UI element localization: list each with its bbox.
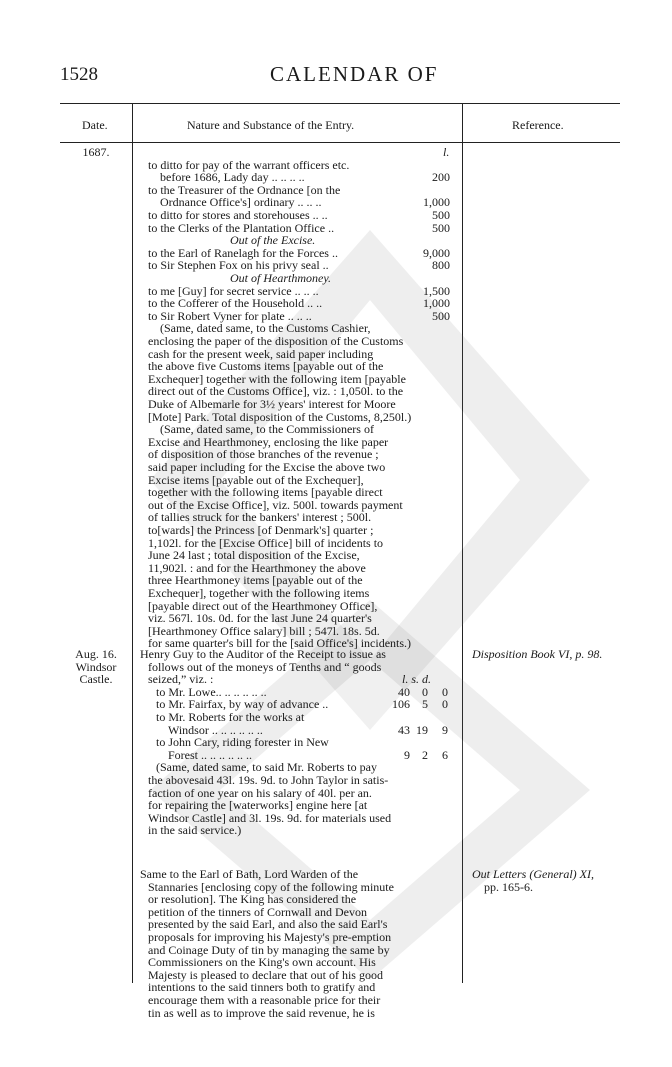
amount-shillings: 5: [422, 697, 428, 712]
paragraph-line: Excise and Hearthmoney, enclosing the like paper: [148, 434, 389, 449]
paragraph-line: [Hearthmoney Office salary] bill ; 547l. 18s. 5d.: [148, 623, 380, 638]
disbursement-amount: 500: [432, 208, 450, 222]
entry-body-1: [140, 145, 455, 651]
paragraph-line: Duke of Albemarle for 3½ years' interest for Moore: [148, 397, 396, 411]
letter-line: or resolution]. The King has considered the: [148, 892, 357, 907]
note-line: in the said service.): [148, 823, 242, 838]
disbursement-amount: 1,000: [423, 195, 450, 210]
payment-line: to Mr. Roberts for the works at: [156, 710, 305, 724]
note-line: (Same, dated same, to said Mr. Roberts to pay: [156, 760, 377, 775]
disbursement-amount: 1,500: [423, 283, 450, 298]
paragraph-line: [payable direct out of the Hearthmoney Office],: [148, 598, 378, 613]
letter-line: presented by the said Earl, and also the said Earl's: [148, 917, 388, 932]
reference-disposition-book: Disposition Book VI, p. 98.: [472, 647, 603, 661]
column-head-date: Date.: [82, 118, 108, 132]
paragraph-line: Excise items [payable out of the Exchequer],: [148, 472, 364, 487]
amount-pence: 0: [442, 684, 448, 699]
column-divider-left: [132, 103, 133, 983]
paragraph-line: to[wards] the Princess [of Denmark's] quarter ;: [148, 523, 374, 537]
payment-line: to John Cary, riding forester in New: [156, 735, 329, 750]
letter-line: Same to the Earl of Bath, Lord Warden of the: [140, 867, 359, 881]
payment-line: to Mr. Fairfax, by way of advance ..: [156, 697, 329, 712]
disbursement-line: to the Cofferer of the Household .. ..: [148, 296, 323, 311]
letter-line: petition of the tinners of Cornwall and Devon: [148, 904, 367, 919]
amount-pounds: 9: [404, 747, 410, 762]
disbursement-line: Out of the Excise.: [230, 233, 316, 248]
paragraph-line: of tallies struck for the bankers' interest ; 500l.: [148, 510, 372, 525]
intro-line: seized,” viz. :: [148, 672, 214, 687]
paragraph-line: direct out of the Customs Office], viz. : 1,050l. to the: [148, 384, 404, 399]
entry-year: 1687.: [82, 145, 110, 159]
paragraph-line: for same quarter's bill for the [said Office's] incidents.): [148, 636, 412, 651]
amount-unit: l.: [443, 145, 450, 159]
lsd-units: l. s. d.: [402, 672, 432, 686]
disbursement-amount: 800: [432, 258, 450, 273]
disbursement-line: to ditto for stores and storehouses .. ..: [148, 208, 328, 222]
payment-line: to Mr. Lowe.. .. .. .. .. ..: [156, 684, 267, 699]
note-line: the abovesaid 43l. 19s. 9d. to John Taylor in satis-: [148, 773, 389, 787]
column-head-nature: Nature and Substance of the Entry.: [187, 118, 355, 132]
disbursement-line: to Sir Robert Vyner for plate .. .. ..: [148, 308, 312, 323]
amount-shillings: 0: [422, 684, 428, 699]
disbursement-line: Out of Hearthmoney.: [230, 271, 331, 285]
disbursement-line: Ordnance Office's] ordinary .. .. ..: [160, 195, 322, 210]
amount-shillings: 19: [416, 722, 428, 737]
paragraph-line: enclosing the paper of the disposition of the Customs: [148, 334, 404, 348]
page-number: 1528: [60, 64, 98, 85]
paragraph-line: viz. 567l. 10s. 0d. for the last June 24 quarter's: [148, 611, 372, 626]
letter-line: proposals for improving his Majesty's pre-emption: [148, 930, 392, 944]
table-top-rule: [60, 103, 620, 104]
letter-line: and Coinage Duty of tin by managing the same by: [148, 942, 390, 957]
note-line: Windsor Castle] and 3l. 19s. 9d. for materials used: [148, 810, 392, 825]
letter-line: tin as well as to improve the said revenue, he is: [148, 1005, 375, 1020]
paragraph-line: of disposition of those branches of the revenue ;: [148, 447, 379, 462]
reference-out-letters: Out Letters (General) XI, pp. 165-6.: [472, 867, 594, 894]
letter-line: Majesty is pleased to declare that out of his good: [148, 967, 383, 982]
disbursement-amount: 1,000: [423, 296, 450, 311]
disbursement-amount: 500: [432, 308, 450, 323]
disbursement-amount: 9,000: [423, 245, 450, 260]
paragraph-line: Exchequer] together with the following item [payable: [148, 371, 406, 386]
letter-line: Stannaries [enclosing copy of the following minute: [148, 879, 394, 894]
note-line: faction of one year on his salary of 40l. per an.: [148, 785, 372, 800]
payment-line: Windsor .. .. .. .. .. ..: [168, 722, 263, 737]
payment-line: Forest .. .. .. .. .. ..: [168, 747, 252, 762]
paragraph-line: the above five Customs items [payable out of the: [148, 359, 384, 374]
disbursement-line: to the Earl of Ranelagh for the Forces ..: [148, 245, 338, 260]
letter-line: encourage them with a reasonable price for their: [148, 993, 381, 1007]
amount-pounds: 43: [398, 722, 410, 737]
entry-body-2: [140, 648, 455, 848]
entry-body-3: [140, 867, 455, 1020]
disbursement-line: to ditto for pay of the warrant officers etc.: [148, 157, 350, 172]
amount-pounds: 106: [392, 697, 410, 712]
intro-line: follows out of the moneys of Tenths and “ goods: [148, 659, 382, 674]
entry-date-aug16: Aug. 16. Windsor Castle.: [75, 647, 117, 687]
intro-line: Henry Guy to the Auditor of the Receipt to issue as: [140, 647, 386, 661]
paragraph-line: cash for the present week, said paper including: [148, 346, 374, 361]
letter-line: Commissioners on the King's own account. His: [148, 955, 376, 970]
column-head-reference: Reference.: [512, 118, 564, 132]
paragraph-line: 1,102l. for the [Excise Office] bill of incidents to: [148, 535, 384, 550]
disbursement-line: to the Clerks of the Plantation Office ..: [148, 220, 335, 235]
paragraph-line: (Same, dated same, to the Commissioners of: [160, 422, 374, 437]
disbursement-amount: 200: [432, 170, 450, 185]
letter-line: intentions to the said tinners both to gratify and: [148, 980, 376, 995]
amount-shillings: 2: [422, 747, 428, 762]
paragraph-line: three Hearthmoney items [payable out of the: [148, 573, 363, 588]
amount-pence: 9: [442, 722, 448, 737]
running-title: CALENDAR OF: [270, 62, 439, 86]
amount-pounds: 40: [398, 684, 410, 699]
amount-pence: 6: [442, 747, 448, 762]
paragraph-line: (Same, dated same, to the Customs Cashier,: [160, 321, 371, 336]
disbursement-line: to Sir Stephen Fox on his privy seal ..: [148, 258, 329, 273]
paragraph-line: June 24 last ; total disposition of the Excise,: [148, 548, 360, 563]
disbursement-line: before 1686, Lady day .. .. .. ..: [160, 170, 305, 185]
disbursement-amount: 500: [432, 220, 450, 235]
paragraph-line: said paper including for the Excise the above two: [148, 460, 386, 474]
paragraph-line: 11,902l. : and for the Hearthmoney the above: [148, 560, 366, 575]
amount-pence: 0: [442, 697, 448, 712]
disbursement-line: to the Treasurer of the Ordnance [on the: [148, 182, 341, 197]
paragraph-line: together with the following items [payable direct: [148, 485, 383, 500]
table-head-rule: [60, 142, 620, 143]
disbursement-line: to me [Guy] for secret service .. .. ..: [148, 283, 319, 298]
paragraph-line: Exchequer], together with the following items: [148, 586, 370, 600]
paragraph-line: out of the Excise Office], viz. 500l. towards payment: [148, 497, 403, 512]
paragraph-line: [Mote] Park. Total disposition of the Customs, 8,250l.): [148, 409, 412, 424]
note-line: for repairing the [waterworks] engine here [at: [148, 798, 368, 813]
